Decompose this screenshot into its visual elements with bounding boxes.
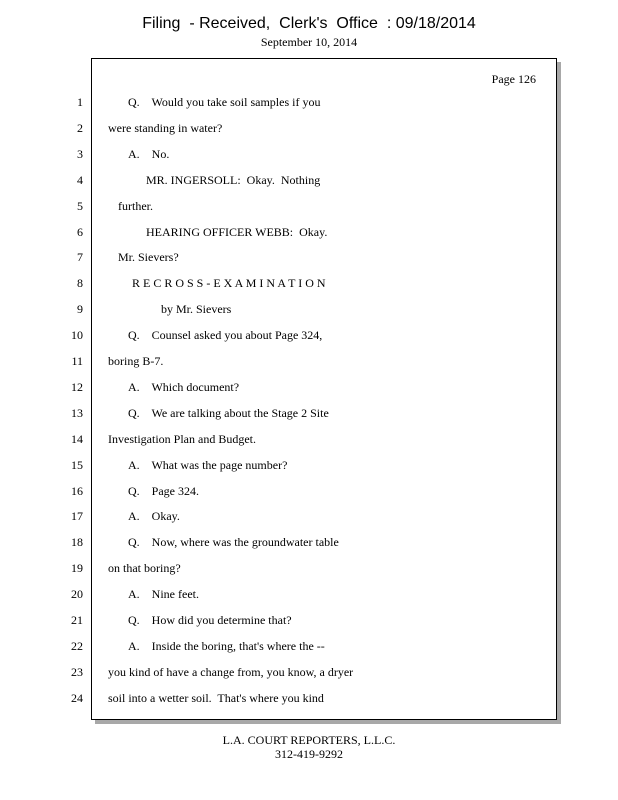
page-number: Page 126 — [491, 72, 536, 86]
line-number: 3 — [77, 147, 83, 161]
transcript-line: A. What was the page number? — [128, 458, 288, 472]
line-number: 6 — [77, 225, 83, 239]
transcript-line: MR. INGERSOLL: Okay. Nothing — [146, 173, 321, 187]
line-number: 8 — [77, 276, 83, 290]
court-reporter-company: L.A. COURT REPORTERS, L.L.C. — [222, 733, 396, 747]
line-number: 14 — [71, 432, 83, 446]
transcript-line: A. Inside the boring, that's where the -- — [128, 639, 325, 653]
transcript-line: HEARING OFFICER WEBB: Okay. — [146, 225, 328, 239]
transcript-line: further. — [118, 199, 153, 213]
line-number: 7 — [77, 250, 83, 264]
transcript-line: soil into a wetter soil. That's where you kind — [108, 691, 324, 705]
line-number: 13 — [71, 406, 83, 420]
line-number: 20 — [71, 587, 83, 601]
transcript-line: R E C R O S S - E X A M I N A T I O N — [132, 276, 326, 290]
transcript-line: A. Okay. — [128, 509, 180, 523]
line-number: 15 — [71, 458, 83, 472]
transcript-line: Q. We are talking about the Stage 2 Site — [128, 406, 329, 420]
line-number: 17 — [71, 509, 83, 523]
court-reporter-phone: 312-419-9292 — [275, 747, 343, 761]
line-number: 16 — [71, 484, 83, 498]
transcript-line: Mr. Sievers? — [118, 250, 179, 264]
transcript-line: on that boring? — [108, 561, 181, 575]
line-number: 4 — [77, 173, 83, 187]
transcript-line: A. Which document? — [128, 380, 240, 394]
transcript-line: Q. Would you take soil samples if you — [128, 95, 321, 109]
line-number: 9 — [77, 302, 83, 316]
transcript-line: boring B-7. — [108, 354, 164, 368]
transcript-line: you kind of have a change from, you know, a dryer — [108, 665, 354, 679]
transcript-line: Q. Counsel asked you about Page 324, — [128, 328, 323, 342]
transcript-line: Q. Now, where was the groundwater table — [128, 535, 339, 549]
line-number: 2 — [77, 121, 83, 135]
transcript-line: A. Nine feet. — [128, 587, 199, 601]
line-number: 21 — [71, 613, 83, 627]
line-number: 19 — [71, 561, 83, 575]
line-number: 18 — [71, 535, 83, 549]
transcript-line: Investigation Plan and Budget. — [108, 432, 256, 446]
transcript-page — [91, 58, 557, 720]
filing-stamp: Filing - Received, Clerk's Office : 09/18/2014 — [142, 15, 476, 32]
line-number: 11 — [71, 354, 83, 368]
line-number: 5 — [77, 199, 83, 213]
transcript-line: A. No. — [128, 147, 170, 161]
line-number: 23 — [71, 665, 83, 679]
line-number: 12 — [71, 380, 83, 394]
line-number: 22 — [71, 639, 83, 653]
line-number: 10 — [71, 328, 83, 342]
transcript-line: Q. How did you determine that? — [128, 613, 292, 627]
line-number: 24 — [71, 691, 83, 705]
hearing-date: September 10, 2014 — [260, 35, 358, 49]
transcript-line: by Mr. Sievers — [161, 302, 232, 316]
line-number: 1 — [77, 95, 83, 109]
transcript-line: Q. Page 324. — [128, 484, 199, 498]
transcript-line: were standing in water? — [108, 121, 223, 135]
